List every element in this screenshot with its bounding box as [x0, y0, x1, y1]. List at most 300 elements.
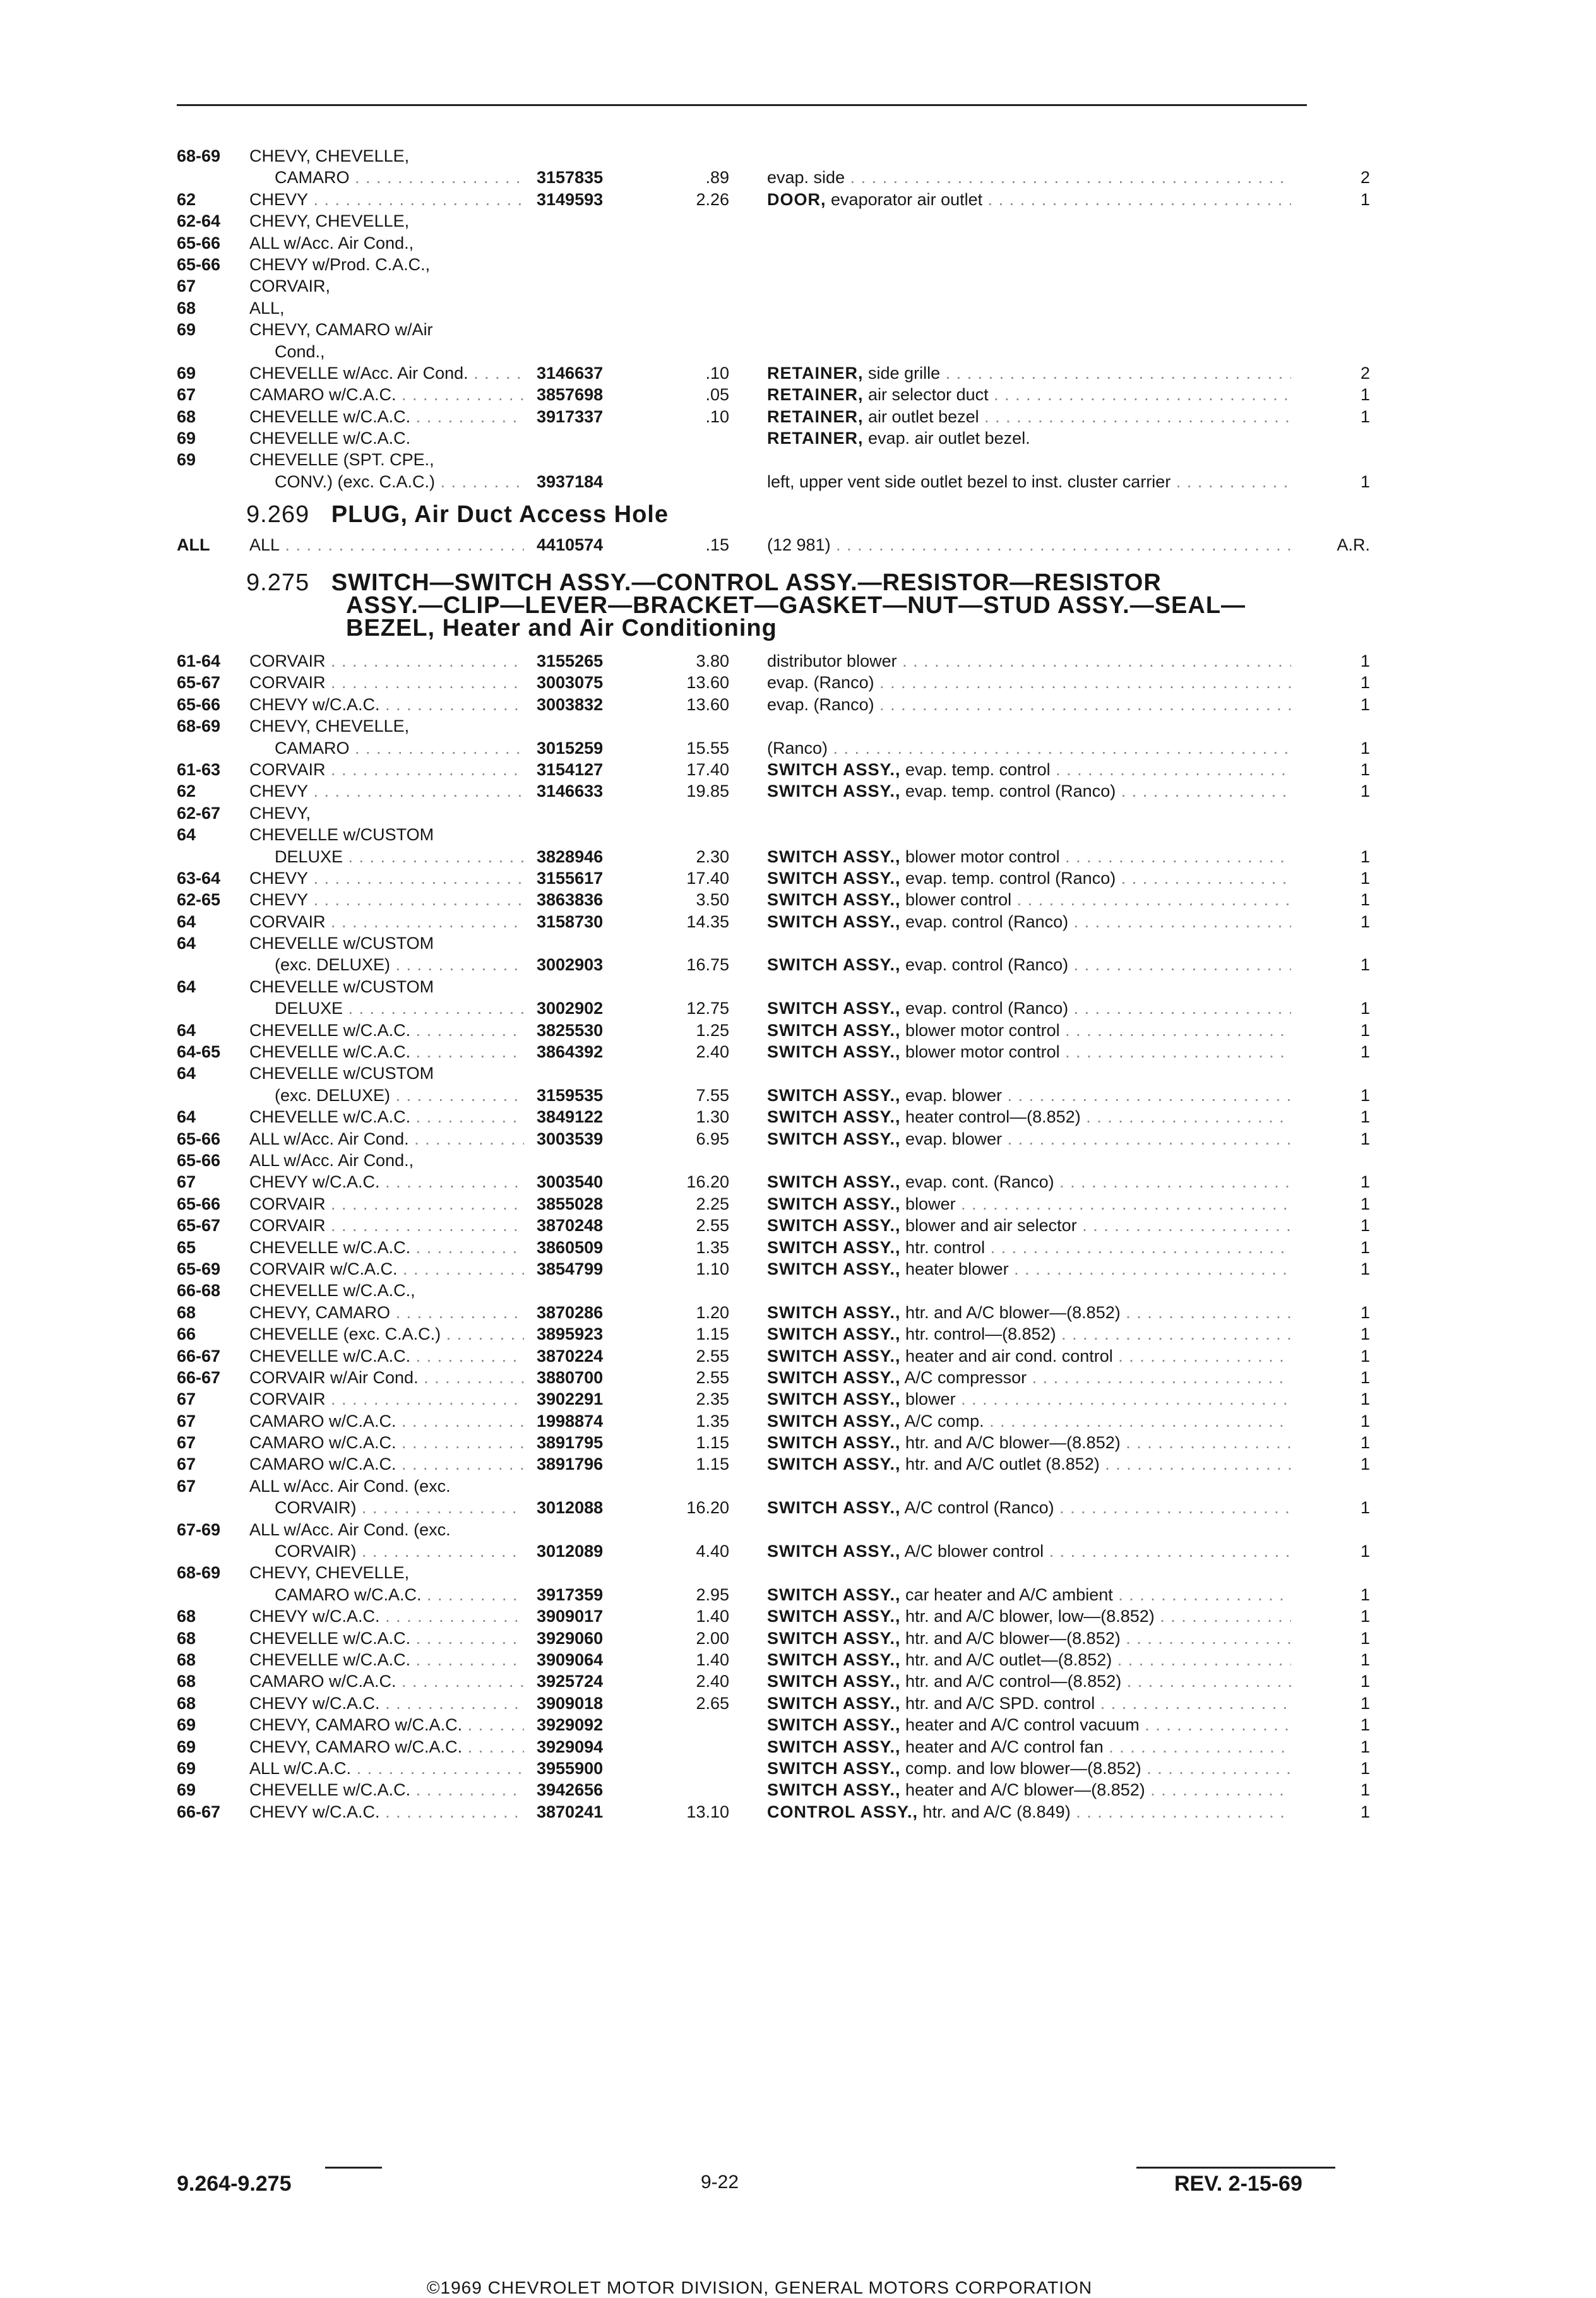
part-detail: left, upper vent side outlet bezel to inst. cluster carrier	[767, 472, 1171, 491]
vehicle-model: CORVAIR) . . .	[275, 1540, 524, 1562]
vehicle-model: CHEVY w/C.A.C. . . .	[249, 1171, 524, 1193]
list-price: 13.10	[686, 1802, 729, 1821]
quantity: 1	[1360, 189, 1370, 209]
model-year: 65-66	[177, 1129, 221, 1148]
model-year: 65-66	[177, 1194, 221, 1213]
quantity: 1	[1360, 847, 1370, 866]
part-name: SWITCH ASSY.,	[767, 868, 901, 888]
part-detail: evap. air outlet bezel.	[868, 429, 1030, 448]
list-price: 3.80	[696, 652, 729, 670]
quantity: 2	[1360, 363, 1370, 383]
part-row	[177, 319, 1370, 340]
part-row	[177, 824, 1370, 845]
part-name: SWITCH ASSY.,	[767, 1302, 901, 1322]
part-row	[177, 1258, 1370, 1280]
quantity: 1	[1360, 1346, 1370, 1366]
part-row	[177, 167, 1370, 188]
vehicle-model: CHEVY,	[249, 803, 311, 823]
part-detail: htr. and A/C blower—(8.852)	[905, 1433, 1121, 1453]
list-price: 16.75	[686, 955, 729, 975]
part-description	[767, 1345, 1291, 1367]
vehicle-model: CHEVELLE w/C.A.C. . . .	[249, 1345, 524, 1367]
part-description	[767, 997, 1291, 1019]
parts-list-plug	[177, 534, 1370, 556]
quantity: 1	[1360, 782, 1370, 801]
part-description	[767, 954, 1291, 975]
part-detail: heater blower	[905, 1259, 1009, 1278]
model-year: 68	[177, 1302, 196, 1322]
quantity: A.R.	[1337, 535, 1370, 554]
part-row	[177, 954, 1370, 975]
vehicle-model: CAMARO w/C.A.C. . . .	[249, 384, 524, 405]
part-description	[767, 427, 1291, 449]
list-price: 1.40	[696, 1650, 729, 1669]
part-description	[767, 534, 1291, 556]
vehicle-model: CORVAIR w/Air Cond. . . .	[249, 1367, 524, 1388]
part-detail: A/C comp.	[904, 1411, 984, 1431]
model-year: 67	[177, 385, 196, 405]
part-row	[177, 997, 1370, 1019]
vehicle-model: CHEVELLE w/CUSTOM	[249, 1064, 434, 1083]
vehicle-model: CAMARO . . .	[275, 167, 524, 188]
part-number: 3891795	[537, 1433, 604, 1453]
part-name: SWITCH ASSY.,	[767, 1433, 901, 1453]
part-name: SWITCH ASSY.,	[767, 1194, 901, 1213]
quantity: 1	[1360, 912, 1370, 931]
quantity: 1	[1360, 1390, 1370, 1409]
part-name: DOOR,	[767, 189, 826, 209]
part-description	[767, 384, 1291, 405]
part-row	[177, 1410, 1370, 1432]
part-row	[177, 1128, 1370, 1150]
part-name: RETAINER,	[767, 407, 864, 426]
model-year: 69	[177, 1780, 196, 1800]
model-year: 67	[177, 1433, 196, 1453]
quantity: 1	[1360, 1585, 1370, 1604]
part-row	[177, 1779, 1370, 1801]
part-number: 3937184	[537, 472, 604, 491]
list-price: .89	[705, 168, 729, 188]
vehicle-model: CAMARO . . .	[275, 737, 524, 759]
model-year: 65-66	[177, 694, 221, 714]
list-price: .10	[705, 407, 729, 426]
part-row	[177, 672, 1370, 693]
vehicle-model: ALL . . .	[249, 534, 524, 556]
part-description	[767, 1649, 1291, 1670]
part-detail: evap. side	[767, 168, 845, 188]
list-price: 2.55	[696, 1346, 729, 1366]
part-description	[767, 1237, 1291, 1258]
list-price: 16.20	[686, 1172, 729, 1192]
vehicle-model: ALL w/Acc. Air Cond.,	[249, 233, 414, 253]
vehicle-model: CHEVY, CHEVELLE,	[249, 717, 410, 736]
list-price: 6.95	[696, 1129, 729, 1148]
quantity: 1	[1360, 1020, 1370, 1040]
part-row	[177, 1150, 1370, 1171]
model-year: 68	[177, 1650, 196, 1669]
list-price: .05	[705, 385, 729, 405]
part-row	[177, 1388, 1370, 1410]
part-detail: blower motor control	[905, 847, 1060, 866]
vehicle-model: CORVAIR . . .	[249, 1193, 524, 1215]
section-range: 9.264-9.275	[177, 2172, 292, 2196]
vehicle-model: CAMARO w/C.A.C. . . .	[249, 1453, 524, 1475]
part-number: 3857698	[537, 385, 604, 405]
model-year: 63-64	[177, 868, 221, 888]
part-detail: car heater and A/C ambient	[905, 1585, 1113, 1604]
part-row	[177, 406, 1370, 427]
model-year: 68	[177, 1607, 196, 1626]
part-row	[177, 1453, 1370, 1475]
quantity: 1	[1360, 1802, 1370, 1821]
part-row	[177, 1584, 1370, 1605]
part-row	[177, 1801, 1370, 1823]
quantity: 1	[1360, 673, 1370, 693]
part-detail: comp. and low blower—(8.852)	[905, 1758, 1141, 1778]
part-number: 3828946	[537, 847, 604, 866]
model-year: 68-69	[177, 1563, 221, 1583]
list-price: 2.40	[696, 1672, 729, 1691]
part-description	[767, 167, 1291, 188]
part-description	[767, 1193, 1291, 1215]
list-price: 17.40	[686, 868, 729, 888]
part-number: 3925724	[537, 1672, 604, 1691]
quantity: 1	[1360, 1129, 1370, 1148]
vehicle-model: (exc. DELUXE) . . .	[275, 1085, 524, 1106]
part-number: 3902291	[537, 1390, 604, 1409]
vehicle-model: CHEVELLE w/C.A.C. . . .	[249, 1041, 524, 1063]
quantity: 1	[1360, 1237, 1370, 1257]
part-description	[767, 1714, 1291, 1735]
vehicle-model: CORVAIR) . . .	[275, 1497, 524, 1518]
part-description	[767, 1085, 1291, 1106]
part-number: 3955900	[537, 1758, 604, 1778]
part-detail: blower	[905, 1194, 956, 1213]
part-name: SWITCH ASSY.,	[767, 890, 901, 910]
vehicle-model: CHEVELLE w/C.A.C. . . .	[249, 406, 524, 427]
part-detail: (12 981)	[767, 535, 831, 554]
model-year: 64	[177, 1064, 196, 1083]
part-name: RETAINER,	[767, 385, 864, 405]
part-name: RETAINER,	[767, 363, 864, 383]
part-row	[177, 189, 1370, 210]
model-year: 64	[177, 934, 196, 953]
part-detail: evap. control (Ranco)	[905, 955, 1069, 975]
vehicle-model: CHEVELLE w/C.A.C. . . .	[249, 1779, 524, 1801]
part-detail: A/C control (Ranco)	[904, 1498, 1054, 1518]
vehicle-model: CHEVELLE w/CUSTOM	[249, 977, 434, 996]
part-name: SWITCH ASSY.,	[767, 1650, 901, 1669]
list-price: .10	[705, 363, 729, 383]
vehicle-model: CHEVELLE w/C.A.C. . . .	[249, 1649, 524, 1670]
quantity: 1	[1360, 1650, 1370, 1669]
section-title-line-3: BEZEL, Heater and Air Conditioning	[346, 615, 777, 641]
part-description	[767, 1215, 1291, 1236]
part-name: SWITCH ASSY.,	[767, 1390, 901, 1409]
part-description	[767, 1410, 1291, 1432]
part-row	[177, 1063, 1370, 1084]
part-name: SWITCH ASSY.,	[767, 1237, 901, 1257]
part-name: SWITCH ASSY.,	[767, 1780, 901, 1800]
part-description	[767, 1779, 1291, 1801]
list-price: 2.55	[696, 1367, 729, 1387]
part-detail: htr. and A/C (8.849)	[922, 1802, 1071, 1821]
list-price: 1.15	[696, 1325, 729, 1344]
vehicle-model: CHEVY w/C.A.C. . . .	[249, 1801, 524, 1823]
part-number: 3891796	[537, 1455, 604, 1474]
vehicle-model: CHEVELLE w/CUSTOM	[249, 934, 434, 953]
part-row	[177, 341, 1370, 362]
page-number: 9-22	[701, 2172, 739, 2193]
part-row	[177, 1540, 1370, 1562]
part-number: 3870224	[537, 1346, 604, 1366]
part-row	[177, 145, 1370, 167]
part-number: 3860509	[537, 1237, 604, 1257]
quantity: 1	[1360, 759, 1370, 779]
vehicle-model: CHEVY w/Prod. C.A.C.,	[249, 254, 431, 274]
part-number: 3929060	[537, 1628, 604, 1648]
vehicle-model: CHEVELLE w/Acc. Air Cond. . . .	[249, 362, 524, 384]
part-row	[177, 976, 1370, 997]
part-number: 1998874	[537, 1411, 604, 1431]
part-detail: htr. and A/C control—(8.852)	[905, 1672, 1122, 1691]
section-title: PLUG, Air Duct Access Hole	[331, 501, 669, 528]
part-number: 3917337	[537, 407, 604, 426]
part-detail: htr. and A/C blower—(8.852)	[905, 1628, 1121, 1648]
quantity: 1	[1360, 955, 1370, 975]
part-detail: blower motor control	[905, 1042, 1060, 1062]
vehicle-model: CHEVY, CHEVELLE,	[249, 211, 410, 231]
part-number: 3015259	[537, 738, 604, 758]
part-row	[177, 780, 1370, 802]
part-detail: blower control	[905, 890, 1012, 910]
model-year: 69	[177, 450, 196, 470]
part-detail: heater and A/C blower—(8.852)	[905, 1780, 1145, 1800]
part-detail: air outlet bezel	[868, 407, 979, 426]
model-year: 68	[177, 407, 196, 426]
quantity: 1	[1360, 1693, 1370, 1713]
part-number: 3155617	[537, 868, 604, 888]
part-description	[767, 1106, 1291, 1128]
part-name: SWITCH ASSY.,	[767, 1107, 901, 1127]
part-row	[177, 384, 1370, 405]
vehicle-model: CHEVY . . .	[249, 867, 524, 889]
model-year: 69	[177, 1715, 196, 1735]
model-year: 65-66	[177, 1150, 221, 1170]
part-number: 3863836	[537, 890, 604, 910]
part-description	[767, 1497, 1291, 1518]
model-year: 66-68	[177, 1281, 221, 1301]
part-row	[177, 1628, 1370, 1649]
part-row	[177, 362, 1370, 384]
quantity: 1	[1360, 1715, 1370, 1735]
model-year: ALL	[177, 535, 210, 554]
part-detail: evap. blower	[905, 1085, 1003, 1105]
quantity: 1	[1360, 1194, 1370, 1213]
part-row	[177, 1237, 1370, 1258]
quantity: 1	[1360, 1780, 1370, 1800]
model-year: 64	[177, 977, 196, 996]
part-detail: heater control—(8.852)	[905, 1107, 1081, 1127]
part-description	[767, 1670, 1291, 1692]
part-name: SWITCH ASSY.,	[767, 1715, 901, 1735]
vehicle-model: CAMARO w/C.A.C. . . .	[249, 1410, 524, 1432]
part-row	[177, 1714, 1370, 1735]
model-year: 65	[177, 1237, 196, 1257]
vehicle-model: CHEVY . . .	[249, 889, 524, 910]
top-rule	[177, 104, 1307, 106]
part-row	[177, 232, 1370, 254]
part-name: SWITCH ASSY.,	[767, 1042, 901, 1062]
quantity: 1	[1360, 1455, 1370, 1474]
part-row	[177, 297, 1370, 319]
part-number: 3149593	[537, 189, 604, 209]
section-title-line-2: ASSY.—CLIP—LEVER—BRACKET—GASKET—NUT—STUD ASSY.—SEAL—	[346, 592, 1246, 619]
part-detail: evap. control (Ranco)	[905, 999, 1069, 1018]
vehicle-model: CHEVELLE (SPT. CPE.,	[249, 450, 434, 470]
part-number: 3855028	[537, 1194, 604, 1213]
list-price: 7.55	[696, 1085, 729, 1105]
part-number: 3155265	[537, 652, 604, 670]
part-number: 3870241	[537, 1802, 604, 1821]
vehicle-model: ALL,	[249, 298, 285, 318]
vehicle-model: ALL w/Acc. Air Cond. . . .	[249, 1128, 524, 1150]
vehicle-model: CAMARO w/C.A.C. . . .	[275, 1584, 524, 1605]
part-detail: htr. and A/C outlet—(8.852)	[905, 1650, 1112, 1669]
part-name: SWITCH ASSY.,	[767, 1325, 901, 1344]
part-row	[177, 1519, 1370, 1540]
part-name: CONTROL ASSY.,	[767, 1802, 919, 1821]
part-number: 3864392	[537, 1042, 604, 1062]
model-year: 69	[177, 1737, 196, 1756]
model-year: 68	[177, 298, 196, 318]
part-detail: air selector duct	[868, 385, 989, 405]
vehicle-model: CHEVELLE w/C.A.C. . . .	[249, 1628, 524, 1649]
list-price: 2.40	[696, 1042, 729, 1062]
vehicle-model: CHEVY, CAMARO w/C.A.C. . . .	[249, 1736, 524, 1758]
quantity: 1	[1360, 407, 1370, 426]
part-name: SWITCH ASSY.,	[767, 1216, 901, 1235]
part-row	[177, 650, 1370, 672]
vehicle-model: CHEVELLE w/C.A.C. . . .	[249, 1106, 524, 1128]
part-name: SWITCH ASSY.,	[767, 999, 901, 1018]
parts-list-switch	[177, 650, 1370, 1823]
vehicle-model: CAMARO w/C.A.C. . . .	[249, 1432, 524, 1453]
section-number: 9.275	[246, 569, 310, 596]
part-number: 3003075	[537, 673, 604, 693]
quantity: 1	[1360, 385, 1370, 405]
part-description	[767, 471, 1291, 492]
model-year: 65-69	[177, 1259, 221, 1278]
part-row	[177, 427, 1370, 449]
quantity: 1	[1360, 1042, 1370, 1062]
part-number: 3012088	[537, 1498, 604, 1518]
vehicle-model: CORVAIR . . .	[249, 1215, 524, 1236]
vehicle-model: CHEVY, CAMARO . . .	[249, 1302, 524, 1323]
list-price: 15.55	[686, 738, 729, 758]
model-year: 66-67	[177, 1367, 221, 1387]
model-year: 67-69	[177, 1520, 221, 1539]
part-name: SWITCH ASSY.,	[767, 1367, 901, 1387]
part-detail: htr. and A/C blower—(8.852)	[905, 1302, 1121, 1322]
part-row	[177, 1693, 1370, 1714]
part-description	[767, 911, 1291, 932]
quantity: 1	[1360, 694, 1370, 714]
part-name: SWITCH ASSY.,	[767, 1585, 901, 1604]
part-row	[177, 802, 1370, 824]
part-number: 3849122	[537, 1107, 604, 1127]
part-row	[177, 759, 1370, 780]
vehicle-model: CHEVY w/C.A.C. . . .	[249, 1605, 524, 1627]
list-price: 1.40	[696, 1607, 729, 1626]
model-year: 62-67	[177, 803, 221, 823]
vehicle-model: (exc. DELUXE) . . .	[275, 954, 524, 975]
quantity: 1	[1360, 1302, 1370, 1322]
model-year: 68-69	[177, 717, 221, 736]
part-row	[177, 1736, 1370, 1758]
part-description	[767, 1453, 1291, 1475]
part-row	[177, 1562, 1370, 1583]
part-description	[767, 1258, 1291, 1280]
part-row	[177, 1367, 1370, 1388]
part-name: SWITCH ASSY.,	[767, 1455, 901, 1474]
list-price: 1.15	[696, 1433, 729, 1453]
revision-date: REV. 2-15-69	[1174, 2172, 1302, 2196]
part-number: 3012089	[537, 1542, 604, 1561]
vehicle-model: Cond.,	[275, 342, 325, 361]
part-row	[177, 1497, 1370, 1518]
list-price: 2.00	[696, 1628, 729, 1648]
part-row	[177, 867, 1370, 889]
part-name: SWITCH ASSY.,	[767, 1172, 901, 1192]
part-detail: heater and A/C control vacuum	[905, 1715, 1140, 1735]
part-description	[767, 1388, 1291, 1410]
vehicle-model: CAMARO w/C.A.C. . . .	[249, 1670, 524, 1692]
quantity: 1	[1360, 1411, 1370, 1431]
part-description	[767, 189, 1291, 210]
quantity: 1	[1360, 1737, 1370, 1756]
list-price: 12.75	[686, 999, 729, 1018]
vehicle-model: CORVAIR w/C.A.C. . . .	[249, 1258, 524, 1280]
vehicle-model: CORVAIR . . .	[249, 911, 524, 932]
quantity: 1	[1360, 1672, 1370, 1691]
part-row	[177, 737, 1370, 759]
vehicle-model: CHEVY w/C.A.C. . . .	[249, 1693, 524, 1714]
part-detail: htr. and A/C outlet (8.852)	[905, 1455, 1100, 1474]
vehicle-model: CHEVELLE (exc. C.A.C.) . . .	[249, 1323, 524, 1345]
part-description	[767, 1171, 1291, 1193]
part-detail: blower motor control	[905, 1020, 1060, 1040]
part-description	[767, 1758, 1291, 1779]
part-name: SWITCH ASSY.,	[767, 1085, 901, 1105]
part-description	[767, 1584, 1291, 1605]
footer-rule-right	[1136, 2167, 1335, 2169]
model-year: 69	[177, 363, 196, 383]
part-row	[177, 889, 1370, 910]
part-number: 3870286	[537, 1302, 604, 1322]
quantity: 1	[1360, 1325, 1370, 1344]
vehicle-model: CORVAIR . . .	[249, 650, 524, 672]
quantity: 1	[1360, 1542, 1370, 1561]
vehicle-model: CHEVY, CHEVELLE,	[249, 146, 410, 165]
list-price: 1.35	[696, 1411, 729, 1431]
vehicle-model: ALL w/Acc. Air Cond. (exc.	[249, 1476, 451, 1496]
model-year: 67	[177, 1172, 196, 1192]
model-year: 69	[177, 320, 196, 340]
part-detail: blower and air selector	[905, 1216, 1077, 1235]
part-description	[767, 1041, 1291, 1063]
list-price: .15	[705, 535, 729, 554]
